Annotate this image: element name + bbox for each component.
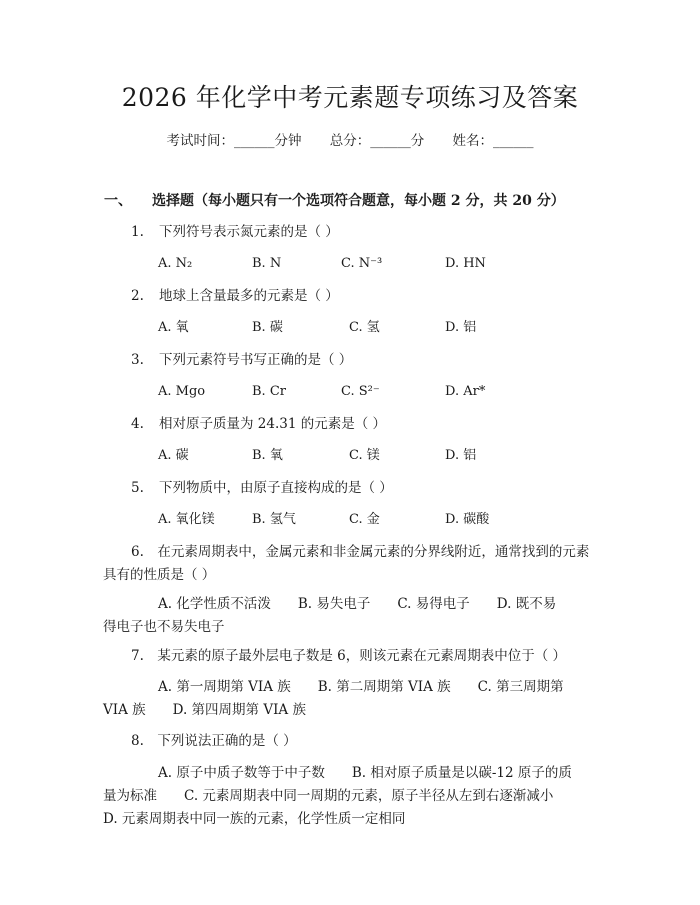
option-a: A. Mgo (158, 384, 206, 399)
page-title: 2026 年化学中考元素题专项练习及答案 (121, 83, 579, 112)
question-8-options-line-2: 量为标准 C. 元素周期表中同一周期的元素，原子半径从左到右逐渐减小 (103, 788, 554, 804)
question-1-stem (131, 222, 339, 242)
question-number: 4. (131, 416, 144, 432)
question-7-stem (103, 645, 593, 668)
option-d: D. HN (445, 256, 486, 271)
question-text: 相对原子质量为 24.31 的元素是（ ） (159, 416, 387, 432)
option-c: C. S²⁻ (341, 384, 380, 399)
option-c: C. 氢 (349, 320, 380, 335)
question-8-stem (103, 730, 593, 753)
question-5-stem (131, 478, 393, 498)
question-7-options (103, 676, 593, 722)
option-d: D. 铝 (445, 448, 477, 463)
question-6-options (103, 593, 593, 639)
question-8-options-line-1: A. 原子中质子数等于中子数 B. 相对原子质量是以碳-12 原子的质 (158, 765, 572, 781)
option-a: A. 氧 (158, 320, 189, 335)
question-8-options (103, 762, 593, 831)
question-number: 3. (131, 352, 144, 368)
exam-time-field: 考试时间：______分钟 (166, 133, 302, 149)
option-c: C. 镁 (349, 448, 380, 463)
question-8-stem-line: 8. 下列说法正确的是（ ） (131, 733, 297, 749)
section-number: 一、 (104, 193, 132, 209)
question-number: 5. (131, 480, 144, 496)
question-2-stem (131, 286, 339, 306)
section-heading (104, 191, 565, 211)
option-a: A. 氧化镁 (158, 512, 215, 527)
question-text: 下列物质中，由原子直接构成的是（ ） (159, 480, 393, 496)
question-text: 下列元素符号书写正确的是（ ） (159, 352, 353, 368)
option-b: B. 碳 (252, 320, 283, 335)
option-b: B. N (252, 256, 282, 271)
option-d: D. 铝 (445, 320, 477, 335)
question-7-options-line-1: A. 第一周期第 VIA 族 B. 第二周期第 VIA 族 C. 第三周期第 (158, 679, 564, 695)
question-3-stem (131, 350, 352, 370)
question-6-options-line-1: A. 化学性质不活泼 B. 易失电子 C. 易得电子 D. 既不易 (158, 596, 557, 612)
option-b: B. Cr (252, 384, 286, 399)
option-d: D. Ar* (445, 384, 486, 399)
question-text: 下列符号表示氮元素的是（ ） (159, 224, 339, 240)
student-name-field: 姓名：______ (452, 133, 534, 149)
question-6-stem (103, 541, 593, 587)
question-7-stem-line: 7. 某元素的原子最外层电子数是 6，则该元素在元素周期表中位于（ ） (131, 648, 567, 664)
question-text: 地球上含量最多的元素是（ ） (159, 288, 339, 304)
question-4-stem (131, 414, 386, 434)
question-7-options-line-2: VIA 族 D. 第四周期第 VIA 族 (103, 702, 306, 718)
question-8-options-line-3: D. 元素周期表中同一族的元素，化学性质一定相同 (103, 811, 406, 827)
question-number: 1. (131, 224, 144, 240)
exam-meta-line (0, 131, 700, 151)
question-number: 2. (131, 288, 144, 304)
question-6-stem-line-2: 具有的性质是（ ） (103, 567, 216, 583)
option-b: B. 氧 (252, 448, 283, 463)
section-title: 选择题（每小题只有一个选项符合题意，每小题 2 分，共 20 分） (152, 193, 565, 209)
option-a: A. N₂ (158, 256, 193, 271)
total-score-field: 总分：______分 (329, 133, 425, 149)
option-c: C. N⁻³ (341, 256, 383, 271)
option-b: B. 氢气 (252, 512, 296, 527)
option-c: C. 金 (349, 512, 380, 527)
question-6-stem-line-1: 6. 在元素周期表中，金属元素和非金属元素的分界线附近，通常找到的元素 (131, 544, 590, 560)
option-a: A. 碳 (158, 448, 189, 463)
question-6-options-line-2: 得电子也不易失电子 (103, 619, 225, 635)
option-d: D. 碳酸 (445, 512, 490, 527)
